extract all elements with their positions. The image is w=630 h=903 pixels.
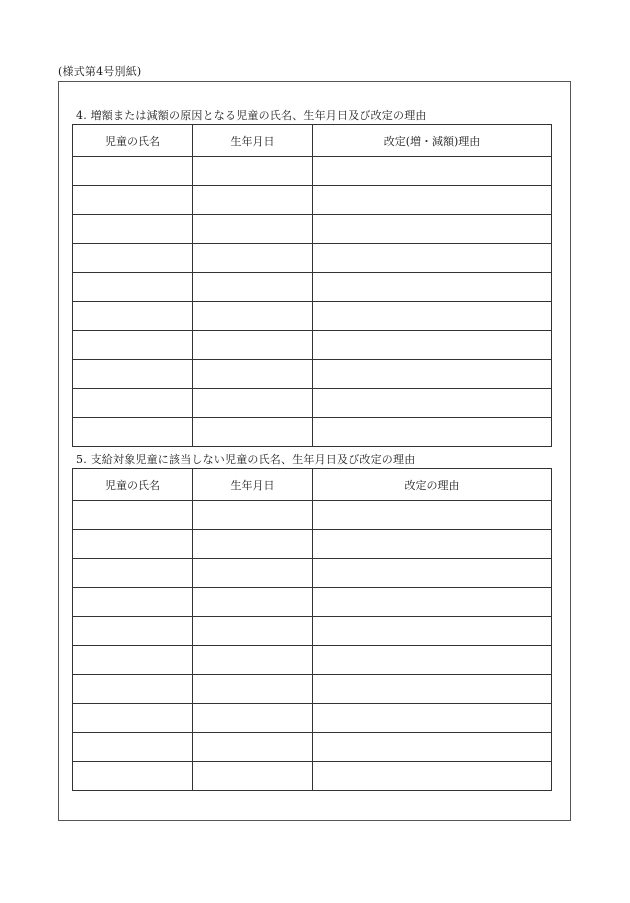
cell-child-name[interactable] [73, 501, 193, 530]
cell-child-name[interactable] [73, 559, 193, 588]
cell-revision-reason[interactable] [313, 331, 552, 360]
cell-child-name[interactable] [73, 244, 193, 273]
table-header-row [73, 469, 552, 501]
cell-birth-date[interactable] [193, 704, 313, 733]
table-row [73, 501, 552, 530]
change-children-table [72, 124, 552, 447]
cell-child-name[interactable] [73, 733, 193, 762]
table-row [73, 588, 552, 617]
cell-birth-date[interactable] [193, 733, 313, 762]
table-row [73, 530, 552, 559]
cell-birth-date[interactable] [193, 588, 313, 617]
table-row [73, 418, 552, 447]
cell-child-name[interactable] [73, 646, 193, 675]
cell-birth-date[interactable] [193, 418, 313, 447]
cell-birth-date[interactable] [193, 244, 313, 273]
table-row [73, 157, 552, 186]
cell-birth-date[interactable] [193, 559, 313, 588]
table-row [73, 302, 552, 331]
cell-revision-reason[interactable] [313, 675, 552, 704]
cell-birth-date[interactable] [193, 530, 313, 559]
cell-child-name[interactable] [73, 273, 193, 302]
table-row [73, 617, 552, 646]
cell-revision-reason[interactable] [313, 559, 552, 588]
cell-revision-reason[interactable] [313, 704, 552, 733]
cell-revision-reason[interactable] [313, 418, 552, 447]
table-row [73, 273, 552, 302]
cell-birth-date[interactable] [193, 302, 313, 331]
cell-birth-date[interactable] [193, 157, 313, 186]
table-row [73, 704, 552, 733]
cell-child-name[interactable] [73, 302, 193, 331]
cell-revision-reason[interactable] [313, 215, 552, 244]
section-4-heading: 4. 増額または減額の原因となる児童の氏名、生年月日及び改定の理由 [76, 109, 427, 122]
table-row [73, 244, 552, 273]
cell-revision-reason[interactable] [313, 389, 552, 418]
column-header-birth-date: 生年月日 [193, 125, 313, 157]
cell-child-name[interactable] [73, 704, 193, 733]
cell-birth-date[interactable] [193, 617, 313, 646]
cell-revision-reason[interactable] [313, 273, 552, 302]
ineligible-children-table [72, 468, 552, 791]
cell-child-name[interactable] [73, 360, 193, 389]
cell-revision-reason[interactable] [313, 588, 552, 617]
column-header-revision-reason: 改定の理由 [313, 469, 552, 501]
column-header-child-name: 児童の氏名 [73, 469, 193, 501]
cell-revision-reason[interactable] [313, 501, 552, 530]
cell-birth-date[interactable] [193, 675, 313, 704]
cell-child-name[interactable] [73, 762, 193, 791]
cell-child-name[interactable] [73, 588, 193, 617]
cell-revision-reason[interactable] [313, 302, 552, 331]
cell-child-name[interactable] [73, 530, 193, 559]
form-number-label: (様式第4号別紙) [58, 65, 142, 78]
cell-child-name[interactable] [73, 418, 193, 447]
cell-birth-date[interactable] [193, 360, 313, 389]
table-row [73, 331, 552, 360]
table-row [73, 646, 552, 675]
table-row [73, 559, 552, 588]
cell-birth-date[interactable] [193, 215, 313, 244]
cell-revision-reason[interactable] [313, 530, 552, 559]
cell-birth-date[interactable] [193, 762, 313, 791]
cell-revision-reason[interactable] [313, 186, 552, 215]
table-row [73, 389, 552, 418]
cell-child-name[interactable] [73, 186, 193, 215]
column-header-birth-date: 生年月日 [193, 469, 313, 501]
cell-child-name[interactable] [73, 389, 193, 418]
cell-child-name[interactable] [73, 215, 193, 244]
cell-revision-reason[interactable] [313, 646, 552, 675]
column-header-child-name: 児童の氏名 [73, 125, 193, 157]
cell-revision-reason[interactable] [313, 617, 552, 646]
cell-revision-reason[interactable] [313, 244, 552, 273]
table-row [73, 675, 552, 704]
cell-revision-reason[interactable] [313, 360, 552, 389]
cell-child-name[interactable] [73, 675, 193, 704]
cell-revision-reason[interactable] [313, 157, 552, 186]
table-row [73, 215, 552, 244]
table-row [73, 762, 552, 791]
cell-birth-date[interactable] [193, 646, 313, 675]
cell-birth-date[interactable] [193, 331, 313, 360]
cell-child-name[interactable] [73, 157, 193, 186]
column-header-revision-reason: 改定(増・減額)理由 [313, 125, 552, 157]
cell-birth-date[interactable] [193, 389, 313, 418]
cell-birth-date[interactable] [193, 273, 313, 302]
table-row [73, 360, 552, 389]
table-header-row [73, 125, 552, 157]
cell-revision-reason[interactable] [313, 733, 552, 762]
cell-birth-date[interactable] [193, 501, 313, 530]
cell-birth-date[interactable] [193, 186, 313, 215]
cell-child-name[interactable] [73, 331, 193, 360]
table-row [73, 733, 552, 762]
table-row [73, 186, 552, 215]
cell-child-name[interactable] [73, 617, 193, 646]
cell-revision-reason[interactable] [313, 762, 552, 791]
section-5-heading: 5. 支給対象児童に該当しない児童の氏名、生年月日及び改定の理由 [76, 453, 416, 466]
